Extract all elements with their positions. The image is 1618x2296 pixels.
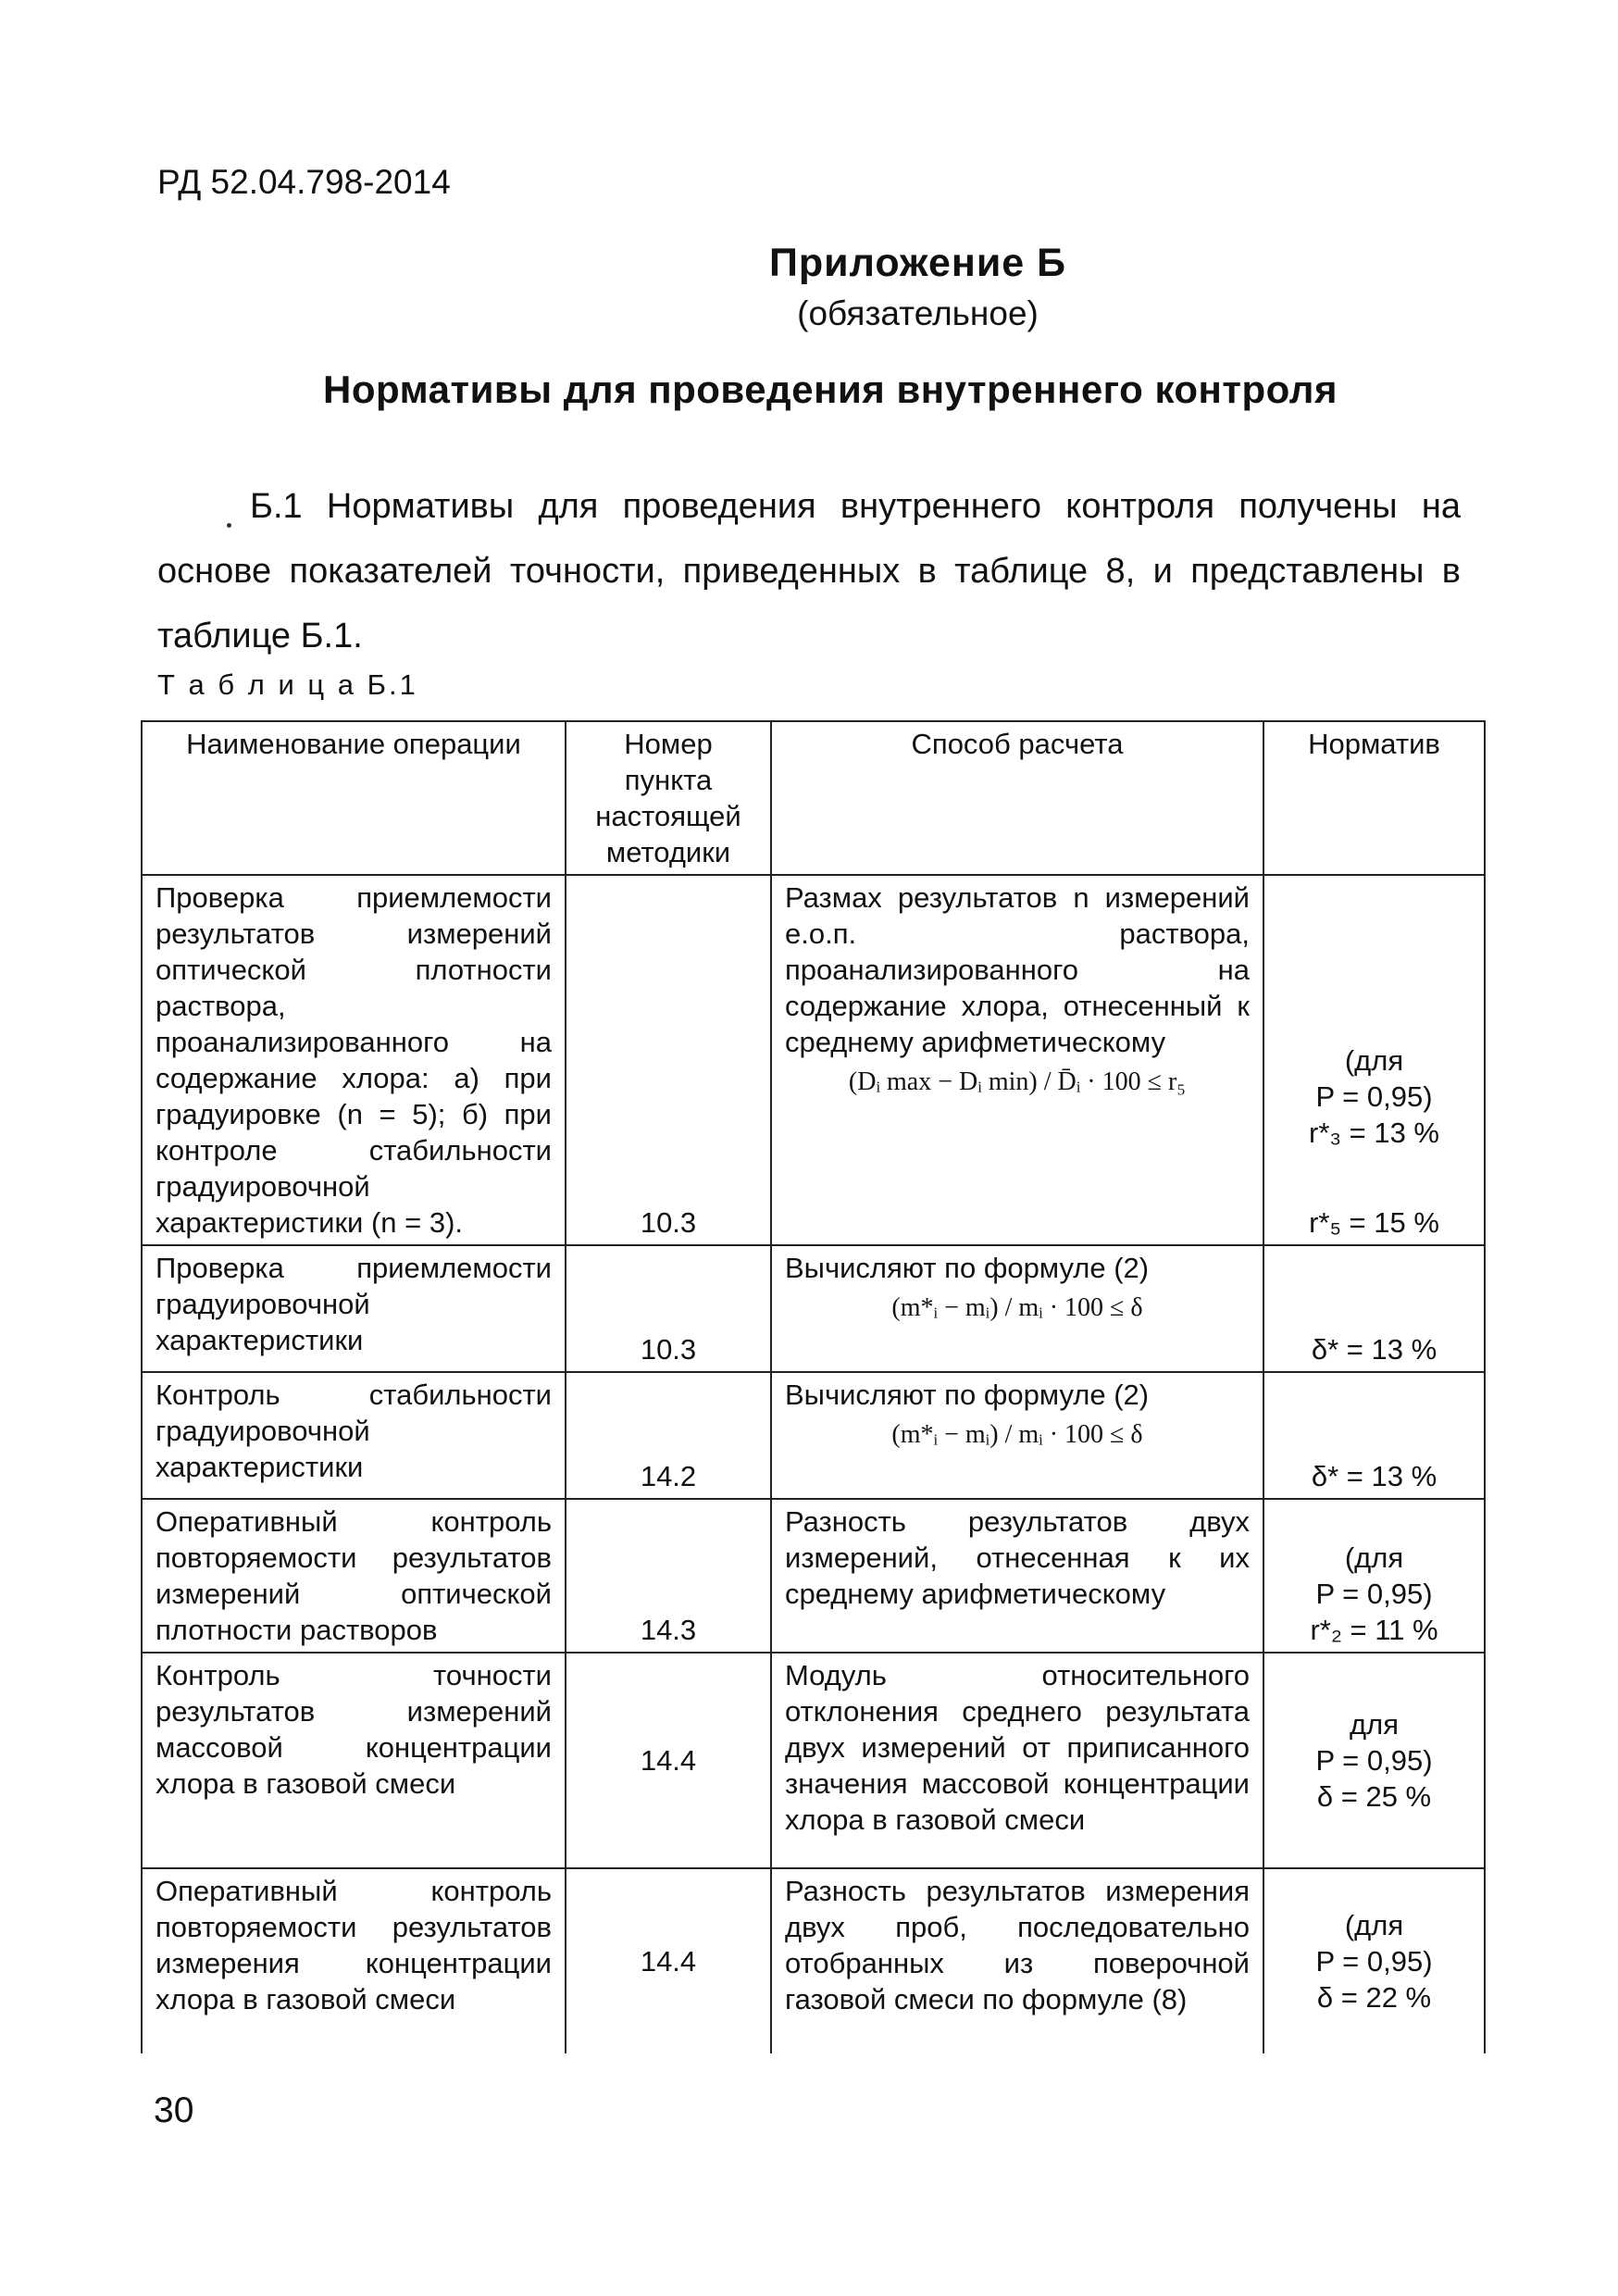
norm-line: r*₂ = 11 % xyxy=(1310,1614,1438,1646)
norm-cell xyxy=(1263,1653,1485,1868)
formula: (Dᵢ max − Dᵢ min) / D̄ᵢ · 100 ≤ r₅ xyxy=(848,1067,1187,1096)
table-row xyxy=(142,1868,1485,2053)
norm-line: δ = 22 % xyxy=(1316,1981,1432,2014)
number-cell: 14.4 xyxy=(566,1653,771,1868)
norms-table xyxy=(141,720,1486,2053)
norm-line: r*₃ = 13 % xyxy=(1309,1117,1439,1149)
section-title: Нормативы для проведения внутреннего контроля xyxy=(323,368,1338,411)
number-cell: 14.4 xyxy=(566,1868,771,2053)
operation-cell: Оперативный контроль повторяемости результатов измерения концентрации хлора в газовой смеси xyxy=(142,1868,566,2053)
norm-line: (для xyxy=(1344,1541,1404,1574)
method-cell xyxy=(771,1372,1263,1499)
table-row xyxy=(142,1499,1485,1653)
operation-cell: Оперативный контроль повторяемости результатов измерений оптической плотности растворов xyxy=(142,1499,566,1653)
method-text: Размах результатов n измерений е.о.п. раствора, проанализированного на содержание хлора, отнесенный к среднему арифметическому xyxy=(785,881,1250,1058)
norm-line: для xyxy=(1350,1708,1399,1741)
method-text: Вычисляют по формуле (2) xyxy=(785,1252,1150,1284)
method-cell xyxy=(771,875,1263,1245)
method-text: Вычисляют по формуле (2) xyxy=(785,1379,1150,1411)
operation-cell: Контроль стабильности градуировочной характеристики xyxy=(142,1372,566,1499)
norm-line: δ = 25 % xyxy=(1316,1780,1432,1813)
number-cell: 10.3 xyxy=(566,1245,771,1372)
header-operation: Наименование операции xyxy=(142,721,566,875)
formula: (m*ᵢ − mᵢ) / mᵢ · 100 ≤ δ xyxy=(891,1293,1143,1322)
norm-line: P = 0,95) xyxy=(1315,1080,1433,1113)
table-header-row xyxy=(142,721,1485,875)
table-row xyxy=(142,1372,1485,1499)
norm-line: (для xyxy=(1344,1909,1404,1941)
operation-cell: Проверка приемлемости результатов измерений оптической плотности раствора, проанализированного на содержание хлора: а) при градуировке (n = 5); б) при контроле стабильности градуировочной характеристики (n = 3). xyxy=(142,875,566,1245)
norm-line: P = 0,95) xyxy=(1315,1945,1433,1978)
norm-line: r*₅ = 15 % xyxy=(1309,1206,1439,1239)
document-id: РД 52.04.798-2014 xyxy=(157,163,451,201)
formula: (m*ᵢ − mᵢ) / mᵢ · 100 ≤ δ xyxy=(891,1420,1143,1449)
number-cell: 10.3 xyxy=(566,875,771,1245)
norm-cell: δ* = 13 % xyxy=(1263,1245,1485,1372)
intro-paragraph: Б.1 Нормативы для проведения внутреннего контроля получены на основе показателей точности, приведенных в таблице 8, и представлены в таблице Б.1. xyxy=(157,487,1461,655)
method-cell: Разность результатов двух измерений, отнесенная к их среднему арифметическому xyxy=(771,1499,1263,1653)
operation-cell: Проверка приемлемости градуировочной характеристики xyxy=(142,1245,566,1372)
norm-line: (для xyxy=(1344,1044,1404,1077)
norm-cell xyxy=(1263,875,1485,1245)
table-row xyxy=(142,875,1485,1245)
appendix-title: Приложение Б xyxy=(768,241,1067,285)
number-cell: 14.3 xyxy=(566,1499,771,1653)
norm-spacer xyxy=(1277,1151,1471,1204)
header-norm: Норматив xyxy=(1263,721,1485,875)
appendix-subtitle: (обязательное) xyxy=(797,294,1039,332)
norm-cell xyxy=(1263,1499,1485,1653)
page-number: 30 xyxy=(154,2090,194,2130)
table-caption: Т а б л и ц а Б.1 xyxy=(157,668,418,701)
method-cell: Разность результатов измерения двух проб, последовательно отобранных из поверочной газовой смеси по формуле (8) xyxy=(771,1868,1263,2053)
table-row xyxy=(142,1245,1485,1372)
method-cell xyxy=(771,1245,1263,1372)
norm-line: P = 0,95) xyxy=(1315,1744,1433,1777)
norm-cell: δ* = 13 % xyxy=(1263,1372,1485,1499)
norm-cell xyxy=(1263,1868,1485,2053)
table-row xyxy=(142,1653,1485,1868)
norm-line: P = 0,95) xyxy=(1315,1578,1433,1610)
header-number: Номер пункта настоящей методики xyxy=(566,721,771,875)
header-method: Способ расчета xyxy=(771,721,1263,875)
operation-cell: Контроль точности результатов измерений массовой концентрации хлора в газовой смеси xyxy=(142,1653,566,1868)
method-cell: Модуль относительного отклонения среднего результата двух измерений от приписанного значения массовой концентрации хлора в газовой смеси xyxy=(771,1653,1263,1868)
number-cell: 14.2 xyxy=(566,1372,771,1499)
